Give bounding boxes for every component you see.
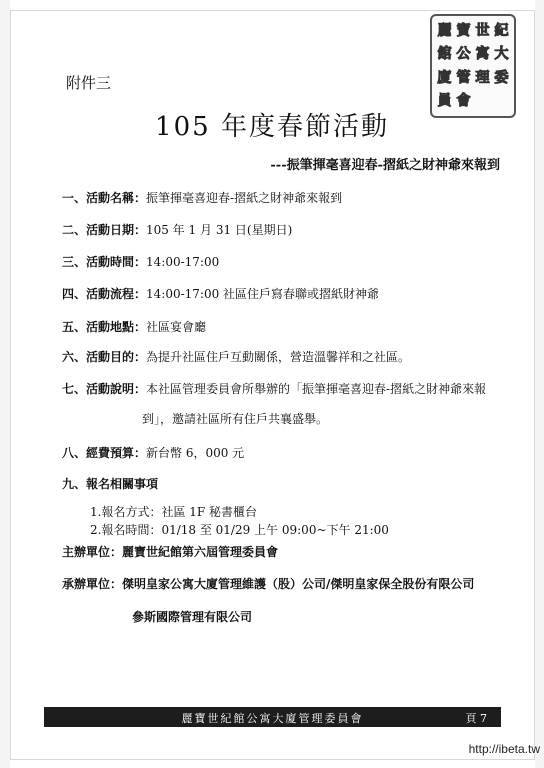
section-activity-time — [62, 253, 219, 270]
section-description-continuation: 到」，邀請社區所有住戶共襄盛舉。 — [142, 412, 329, 426]
host-unit — [62, 543, 278, 560]
organizer-unit — [62, 575, 474, 592]
page-title: 105 年度春節活動 — [155, 112, 389, 142]
page-number: 頁 7 — [465, 712, 487, 725]
section-activity-purpose — [62, 348, 410, 365]
host-value: 麗寶世紀館第六屆管理委員會 — [122, 545, 279, 559]
official-seal: 麗 寶 世 紀 館 公 寓 大 廈 管 理 委 員 會 — [430, 14, 516, 118]
section-label: 四、活動流程： — [62, 287, 147, 301]
section-label: 七、活動說明： — [62, 382, 147, 396]
section-activity-flow — [62, 285, 379, 302]
section-value: 14:00-17:00 社區住戶寫春聯或摺紙財神爺 — [146, 287, 380, 301]
footer-org-name: 麗寶世紀館公寓大廈管理委員會 — [181, 712, 364, 725]
section-activity-location — [62, 318, 206, 335]
section-activity-date — [62, 221, 292, 238]
section-value: 105 年 1 月 31 日(星期日) — [146, 223, 293, 237]
organizer-value: 傑明皇家公寓大廈管理維護（股）公司/傑明皇家保全股份有限公司 — [122, 577, 475, 591]
section-activity-name — [62, 189, 342, 206]
section-label: 三、活動時間： — [62, 255, 147, 269]
watermark-url: http://ibeta.tw — [468, 742, 540, 756]
section-label: 八、經費預算： — [62, 446, 147, 460]
section-label: 一、活動名稱： — [62, 191, 147, 205]
section-label: 五、活動地點： — [62, 320, 147, 334]
section-value: 為提升社區住戶互動關係，營造溫馨祥和之社區。 — [146, 350, 411, 364]
section-value: 社區宴會廳 — [146, 320, 207, 334]
section-label: 二、活動日期： — [62, 223, 147, 237]
section-activity-description — [62, 380, 486, 397]
section-budget — [62, 444, 244, 461]
registration-period: 2.報名時間：01/18 至 01/29 上午 09:00~下午 21:00 — [90, 523, 389, 537]
section-value: 14:00-17:00 — [146, 255, 220, 269]
section-label: 九、報名相關事項 — [62, 477, 159, 491]
organizer-label: 承辦單位： — [62, 577, 123, 591]
host-label: 主辦單位： — [62, 545, 123, 559]
section-registration — [62, 475, 158, 492]
section-label: 六、活動目的： — [62, 350, 147, 364]
footer-bar — [44, 707, 501, 727]
section-value: 振筆揮毫喜迎春-摺紙之財神爺來報到 — [146, 191, 343, 205]
organizer-continuation: 參斯國際管理有限公司 — [132, 610, 253, 624]
section-value: 本社區管理委員會所舉辦的「振筆揮毫喜迎春-摺紙之財神爺來報 — [146, 382, 487, 396]
attachment-label: 附件三 — [66, 74, 112, 92]
registration-method: 1.報名方式：社區 1F 秘書櫃台 — [90, 505, 258, 519]
section-value: 新台幣 6，000 元 — [146, 446, 245, 460]
page-subtitle: ---振筆揮毫喜迎春-摺紙之財神爺來報到 — [270, 158, 500, 173]
